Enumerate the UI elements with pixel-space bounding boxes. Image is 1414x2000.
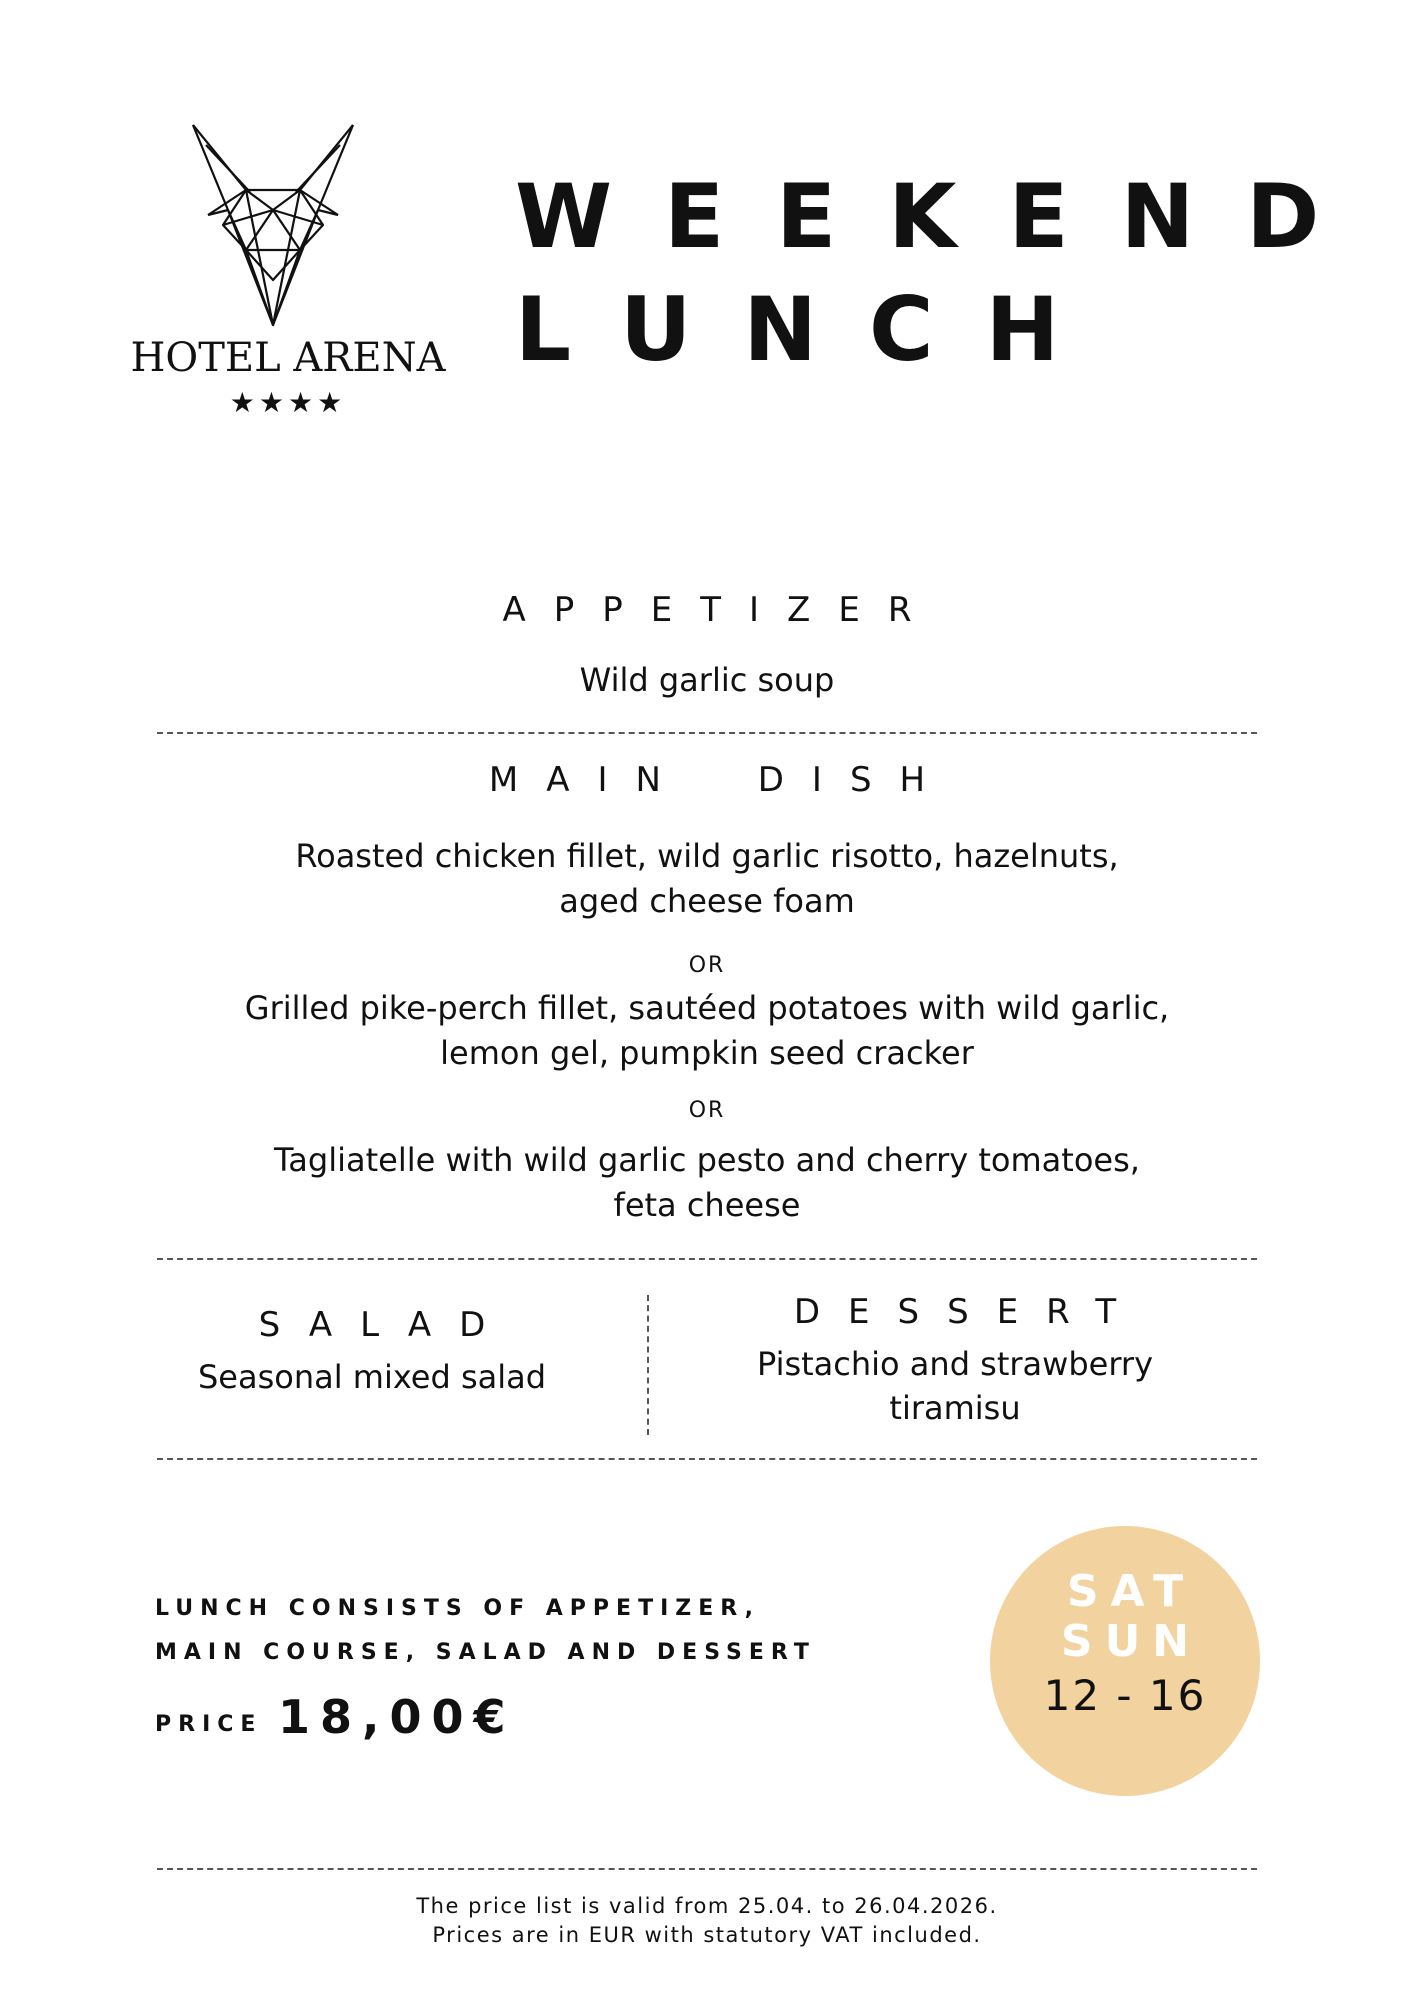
info-line-2: MAIN COURSE, SALAD AND DESSERT	[155, 1640, 816, 1665]
appetizer-heading: APPETIZER	[502, 590, 940, 630]
main-dish-option-2	[157, 986, 1257, 1076]
schedule-day-2: SUN	[1060, 1616, 1202, 1667]
dish-line: aged cheese foam	[559, 882, 855, 920]
main-dish-option-1	[157, 834, 1257, 924]
dessert-dish-line2: tiramisu	[889, 1389, 1021, 1427]
price-label: PRICE	[155, 1712, 263, 1737]
schedule-badge	[990, 1526, 1260, 1796]
salad-heading: SALAD	[258, 1305, 514, 1345]
info-line-1: LUNCH CONSISTS OF APPETIZER,	[155, 1596, 760, 1621]
dessert-dish-line1: Pistachio and strawberry	[756, 1345, 1154, 1383]
divider	[157, 1458, 1257, 1460]
price-value: 18,00€	[278, 1690, 516, 1744]
main-dish-option-3	[157, 1138, 1257, 1228]
dish-line: Roasted chicken fillet, wild garlic risotto, hazelnuts,	[295, 837, 1119, 875]
dish-line: lemon gel, pumpkin seed cracker	[440, 1034, 974, 1072]
or-separator: OR	[688, 1098, 726, 1123]
footer-notice	[157, 1892, 1257, 1950]
footer-line-2: Prices are in EUR with statutory VAT included.	[432, 1923, 982, 1947]
divider	[157, 1868, 1257, 1870]
dish-line: Grilled pike-perch fillet, sautéed potatoes with wild garlic,	[244, 989, 1170, 1027]
footer-line-1: The price list is valid from 25.04. to 26.04.2026.	[416, 1894, 998, 1918]
salad-section	[157, 1305, 587, 1399]
appetizer-dish: Wild garlic soup	[579, 661, 835, 699]
divider	[157, 1258, 1257, 1260]
dish-line: Tagliatelle with wild garlic pesto and cherry tomatoes,	[274, 1141, 1140, 1179]
vertical-divider	[647, 1295, 649, 1435]
fox-head-icon	[188, 120, 358, 330]
page-title-line1: WEEKEND	[515, 165, 1372, 268]
divider	[157, 732, 1257, 734]
page-title-line2: LUNCH	[515, 278, 1112, 381]
schedule-day-1: SAT	[1066, 1566, 1196, 1617]
dessert-section	[690, 1292, 1220, 1430]
or-separator: OR	[688, 953, 726, 978]
salad-dish: Seasonal mixed salad	[197, 1358, 547, 1396]
hotel-name: HOTEL ARENA	[130, 335, 446, 381]
hotel-stars: ★★★★	[229, 386, 347, 419]
schedule-hours: 12 - 16	[1043, 1671, 1207, 1720]
hotel-logo	[120, 120, 446, 420]
main-dish-heading: MAIN DISH	[488, 760, 954, 800]
dessert-heading: DESSERT	[793, 1292, 1145, 1332]
dish-line: feta cheese	[613, 1186, 801, 1224]
